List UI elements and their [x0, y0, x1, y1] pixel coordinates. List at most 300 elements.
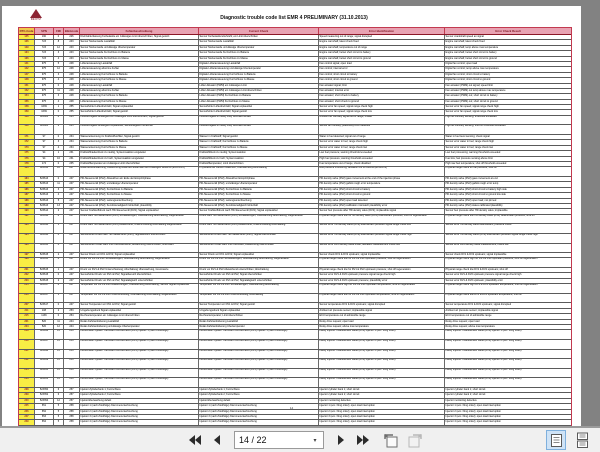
cell-current-check: Sensor Nockenwelle unzulässige Übertemperatur: [199, 46, 319, 50]
cell-fmi: 3: [54, 188, 64, 192]
cell-blinkcode: 247: [64, 294, 80, 303]
cell-error-check-result: Physical range check low HD density valve (DV2) downstream pressure; shut off: [445, 214, 535, 217]
cell-description-de: Kraftstofftemperatur ein zulässiges Limit überschritten: [80, 162, 199, 166]
cell-description-de: Sensorfehler Druck nach HD-Steuerventil (DV2); Signalbereich überschritten: [80, 234, 199, 243]
table-row: [19, 359, 571, 369]
cell-current-check: Kraftstoffdruck zu niedrig; Systemreaktion: [199, 151, 319, 155]
cell-current-check: Injektor 4 (nach Zündfolge) Klemmenunterbrechung: [199, 420, 319, 424]
cell-description-de: Lüfteransteuerung Kurzschluss zu Masse: [80, 100, 199, 104]
cell-description-de: Sensor Temperatur vor DV1 & DV2; Signal gestört: [80, 303, 199, 307]
cell-dtc-code: 141: [19, 62, 35, 66]
cell-error-identification: Sensor error HD density valve (DV2) downstream pressure signal range check low: [319, 224, 445, 233]
cell-dtc-code: 147: [19, 73, 35, 77]
cell-spn: 523613: [35, 188, 54, 192]
cell-current-check: Sensor Nockenwelle Kurzschluss zu Batterie: [199, 51, 319, 55]
cell-dtc-code: 158: [19, 105, 35, 109]
cell-error-check-result: Water in fuel level sensing; check signal: [445, 135, 490, 139]
table-row: [19, 167, 571, 177]
cell-current-check: Sensorfehler Druck nach HD-Steuerventil (DV2); Signal überschritten: [199, 234, 319, 243]
cell-description-de: Injektorüberwachung defekt: [80, 399, 199, 403]
cell-dtc-code: 232: [19, 359, 35, 368]
cell-blinkcode: 231: [64, 151, 80, 155]
cell-blinkcode: 256: [64, 369, 80, 378]
cell-fmi: 0: [54, 177, 64, 181]
cell-fmi: 5: [54, 199, 64, 203]
cell-current-check: Kraftstoffdruck zu hoch; Systemreaktion: [199, 157, 319, 161]
cell-dtc-code: 189: [19, 204, 35, 208]
cell-error-check-result: Faulty injector: characteristic value (DV4) injector 4 (acc. firing order): [445, 359, 522, 362]
cell-error-identification: Sensor error DV1 & DV2 upstream pressure signal range check high: [319, 273, 445, 277]
cell-spn: 975: [35, 78, 54, 82]
cell-blinkcode: 253: [64, 309, 80, 313]
cell-fmi: 2: [54, 309, 64, 313]
cell-fmi: 3: [54, 51, 64, 55]
cell-blinkcode: 247: [64, 204, 80, 208]
pager-toolbar: [0, 428, 600, 452]
cell-error-identification: Sensor fuel pressure after HD density valve (DV2); implausible signal: [319, 209, 445, 213]
cell-blinkcode: 247: [64, 279, 80, 283]
cell-error-check-result: Physical range check for rail pressure; shut off: [445, 167, 497, 170]
cell-spn: 523615: [35, 273, 54, 277]
cell-error-identification: Engine camshaft; latest check fixed: [319, 40, 445, 44]
cell-error-identification: Physical range check low for DV1 & DV2 upstream temperature; shut off regeneration: [319, 294, 445, 303]
cell-blinkcode: 265: [64, 125, 80, 134]
cell-fmi: 13: [54, 204, 64, 208]
cell-description-de: Raildrucküberwachung; Abweichung Raildruck außerhalb des zulässigen Bereichs (ECU/DV2): [80, 167, 199, 176]
cell-error-identification: Sensor air humidity; plausibility error detected: [319, 125, 445, 134]
cell-spn: 523354: [35, 399, 54, 403]
cell-error-identification: Engine camshaft; temperature out of range: [319, 46, 445, 50]
cell-error-check-result: Engine camshaft; latest check fixed: [445, 40, 485, 44]
cell-dtc-code: 190: [19, 209, 35, 213]
cell-fmi: 5: [54, 410, 64, 414]
cell-blinkcode: 247: [64, 253, 80, 257]
cell-blinkcode: 226: [64, 35, 80, 39]
cell-spn: 1639: [35, 105, 54, 109]
cell-description-de: HD-Steuerventil (DV2); unzulässige Übertemperatur: [80, 182, 199, 186]
cell-description-de: Temperatur vor DV1 & DV2 Abweichungen; Überwachung Abschaltung, Sensor Signal unplausibel: [80, 284, 199, 293]
cell-spn: 523352: [35, 393, 54, 397]
cell-spn: 523948: [35, 350, 54, 359]
cell-current-check: HD-Steuerventil (DV2); unzulässige Übertemperatur: [199, 182, 319, 186]
cell-spn: 523949: [35, 359, 54, 368]
cell-dtc-code: 240: [19, 399, 35, 403]
cell-current-check: Sensor Nockenwelle Lastabfall: [199, 40, 319, 44]
cell-error-check-result: Injector 1 (acc. firing order); open load interruption: [445, 404, 501, 408]
cell-current-check: Injektor 1 (nach Zündfolge) Klemmenunterbrechung: [199, 404, 319, 408]
cell-spn: 1136: [35, 314, 54, 318]
cell-description-de: Injektor 1 (nach Zündfolge) Klemmenunterbrechung: [80, 404, 199, 408]
cell-dtc-code: 151: [19, 84, 35, 88]
cell-spn: 523350: [35, 388, 54, 392]
cell-current-check: Temperatur vor DV1 & DV2 Schwankungen; Überwachung Abschaltung: [199, 284, 319, 293]
cell-current-check: HD-Steuerventil (DV2); Kennlinienabgleich fehlerhaft: [199, 204, 319, 208]
cell-error-identification: Sensor error fan speed; signal range check low: [319, 110, 445, 114]
cell-dtc-code: 236: [19, 378, 35, 387]
cell-error-identification: Relay drive request; open load: [319, 320, 445, 324]
cell-description-de: Injektor 3 (nach Zündfolge) Klemmenunterbrechung: [80, 415, 199, 419]
cell-current-check: Fehlerhafter Injektor: Kennwert unzureichend (DV4) Injektor 3 (nach Zündfolge): [199, 350, 319, 359]
cell-spn: 723: [35, 46, 54, 50]
cell-dtc-code: 201: [19, 268, 35, 272]
cell-description-de: Wassererkennung Kurzschluss zu Batterie: [80, 140, 199, 144]
cell-dtc-code: 202: [19, 273, 35, 277]
cell-error-identification: Physical range check high for DV1 & DV2 upstream temperature; shut off regeneration: [319, 284, 445, 293]
cell-description-de: HD-Steuerventil (DV2); Kurzschluss zu Masse: [80, 193, 199, 197]
document-page: [2, 6, 581, 426]
cell-spn: 523614: [35, 209, 54, 213]
cell-error-identification: Physical range check low for DV1 & DV2 upstream pressure; shut off regeneration: [319, 258, 445, 267]
cell-current-check: Relais Fahrtanforderung Lastabfall: [199, 320, 319, 324]
cell-spn: 94: [35, 151, 54, 155]
cell-fmi: 11: [54, 320, 64, 324]
cell-error-identification: Sensor check DV1 & DV2 upstream; signal implausible: [319, 253, 445, 257]
previous-page-icon: [212, 434, 222, 446]
cell-spn: 653: [35, 415, 54, 419]
cell-dtc-code: 142: [19, 67, 35, 71]
continuous-view-button[interactable]: [572, 430, 592, 450]
cell-fmi: 8: [54, 258, 64, 267]
column-header: FMI: [54, 28, 64, 34]
cell-dtc-code: 169: [19, 125, 35, 134]
cell-current-check: Sensorfehler Lüfterdrehzahl; Signal gestört: [199, 110, 319, 114]
cell-blinkcode: 243: [64, 57, 80, 61]
cell-current-check: Injektor Zylinderbank 1; Kurzschluss: [199, 388, 319, 392]
cell-error-identification: Injector 4 (acc. firing order); open load interruption: [319, 420, 445, 424]
cell-blinkcode: 247: [64, 268, 80, 272]
cell-error-identification: Fan actuator; short check to battery: [319, 94, 445, 98]
cell-current-check: Druck nach HD-Steuerventil (DV2) Abweichend; Unterschreitung Abschaltung: [199, 224, 319, 233]
cell-error-check-result: Engine camshaft; temp above max temperature: [445, 45, 499, 49]
cell-spn: 523613: [35, 204, 54, 208]
cell-error-identification: Sensor error DV2 density valve offset; deviation measurement check low: [319, 244, 445, 253]
cell-error-check-result: Sensor error fan speed; signal range check low: [445, 110, 498, 114]
first-page-button[interactable]: [186, 431, 204, 449]
cell-error-check-result: Engine camshaft; below short circuit to ground: [445, 56, 497, 60]
cell-spn: 174: [35, 162, 54, 166]
next-page-button[interactable]: [332, 431, 350, 449]
cell-description-de: Fehlerhafter Injektor: Kennwert unzureichend (DV4) Injektor 2 (nach Zündfolge): [80, 340, 199, 349]
cell-error-identification: Fan control signal; open load: [319, 62, 445, 66]
cell-description-de: Sensor Kraftstoffdruck nach HD-Steuerventil (DV2); Signal unplausibel: [80, 209, 199, 213]
cell-error-identification: Rail pressure monitoring; deviation out of bounds (ECU/DV2): [319, 167, 445, 176]
cell-fmi: 0: [54, 135, 64, 139]
cell-current-check: Fehlerhafter Injektor: Kennwert unzureichend (DV4) Injektor 6 (nach Zündfolge): [199, 378, 319, 387]
cell-spn: 523614: [35, 224, 54, 233]
cell-fmi: 4: [54, 78, 64, 82]
cell-error-identification: Injector monitoring defective: [319, 399, 445, 403]
cell-spn: 723: [35, 57, 54, 61]
cell-error-identification: Ambient air humidity signal out of range, invalid: [319, 116, 445, 125]
cell-fmi: 13: [54, 369, 64, 378]
cell-blinkcode: 244: [64, 325, 80, 329]
next-view-icon: [407, 433, 423, 448]
column-header: DTC-Code: [19, 29, 34, 33]
table-header-row: [19, 28, 571, 35]
cell-error-identification: HD density valve (DV2) gabint rough error temperature: [319, 182, 445, 186]
page-number-footer: 14: [289, 406, 294, 410]
table-row: [19, 340, 571, 350]
cell-dtc-code: 204: [19, 284, 35, 293]
cell-error-check-result: Sensor error DV2 density valve measurement; check low: [445, 243, 509, 246]
single-page-view-button[interactable]: [546, 430, 566, 450]
cell-dtc-code: 228: [19, 330, 35, 339]
cell-blinkcode: 257: [64, 399, 80, 403]
cell-current-check: Injektor 3 (nach Zündfolge) Klemmenunterbrechung: [199, 415, 319, 419]
cell-description-de: Sensor Nockenwelle Kurzschluss zu Masse: [80, 57, 199, 61]
cell-spn: 523605: [35, 125, 54, 134]
cell-current-check: Luftfeuchtigkeit in heavy Duty Kennwert erratic: [199, 125, 319, 134]
cell-spn: 975: [35, 100, 54, 104]
cell-spn: 975: [35, 89, 54, 93]
cell-error-identification: Sensor error water in fuel; range check high: [319, 140, 445, 144]
next-view-button[interactable]: [406, 431, 424, 449]
cell-dtc-code: 207: [19, 303, 35, 307]
cell-description-de: Sensorfehler Druck vor DV1 & DV2; Signalabgleich unterschritten: [80, 279, 199, 283]
cell-spn: 97: [35, 146, 54, 150]
cell-description-de: Drehzahlerfassung Kurbelwelle ein zulässiges Limit überschritten, Signal gestört: [80, 35, 199, 39]
page-number-input[interactable]: [235, 435, 309, 445]
cell-blinkcode: 234: [64, 135, 80, 139]
cell-description-de: HD-Steuerventil (DV2); Leitungsunterbrechung: [80, 199, 199, 203]
cell-blinkcode: 247: [64, 303, 80, 307]
last-page-button[interactable]: [354, 431, 372, 449]
cell-error-check-result: Faulty injector: characteristic value (DV4) injector 3 (acc. firing order): [445, 349, 522, 352]
cell-dtc-code: 184: [19, 177, 35, 181]
cell-current-check: Injektor Zylinderbank 2; Kurzschluss: [199, 393, 319, 397]
cell-fmi: 13: [54, 378, 64, 387]
cell-spn: 523613: [35, 167, 54, 176]
cell-blinkcode: 235: [64, 162, 80, 166]
cell-error-identification: Ambient air pressure sensor; implausible signal: [319, 309, 445, 313]
cell-current-check: HD-Steuerventil (DV2); Leitungsunterbrechung: [199, 199, 319, 203]
cell-current-check: Fehlerhafter Injektor: Kennwert unzureichend (DV4) Injektor 5 (nach Zündfolge): [199, 369, 319, 378]
cell-error-identification: Speed measuring out of range; signal disrupted: [319, 35, 445, 39]
cell-current-check: Sensor Kraftstoffdruck nach HD-Steuerventil (DV2); Signal unplausibel: [199, 209, 319, 213]
cell-description-de: Sensor Nockenwelle unzulässige Übertemperatur: [80, 46, 199, 50]
cell-blinkcode: 247: [64, 224, 80, 233]
previous-view-icon: [383, 433, 399, 448]
table-row: [19, 378, 571, 388]
cell-description-de: Wassererkennung im Kraftstoffvorfilter, Signal gestört: [80, 135, 199, 139]
cell-fmi: 1: [54, 105, 64, 109]
cell-error-identification: Faulty injector: characteristic value (DV4) injector 3 (acc. firing order): [319, 350, 445, 359]
cell-description-de: Kraftstoffniederdruck zu hoch, Systemreaktion eingeleitet: [80, 157, 199, 161]
cell-dtc-code: 148: [19, 78, 35, 82]
cell-current-check: Physikalischer Bereich Raildruck; Überwachung Abschaltung: [199, 167, 319, 176]
cell-current-check: Luftfeuchtigkeit in heavy Duty Kennwert erratic: [199, 116, 319, 125]
column-header: SPN: [35, 28, 54, 34]
cell-fmi: 3: [54, 94, 64, 98]
cell-description-de: Wassererkennung Kurzschluss zu Masse: [80, 146, 199, 150]
cell-blinkcode: 258: [64, 415, 80, 419]
cell-fmi: 12: [54, 399, 64, 403]
cell-error-identification: Fan control; short circuit to battery: [319, 73, 445, 77]
cell-error-check-result: Injector cylinder bank 1; short circuit: [445, 387, 486, 391]
cell-error-identification: High fuel pressure; warning threshold exceeded: [319, 157, 445, 161]
cell-current-check: Lüfter Aktuator (PWM) ein zulässiges Limit: [199, 84, 319, 88]
cell-fmi: 11: [54, 89, 64, 93]
cell-current-check: Fehlerhafter Injektor: Kennwert unzureichend (DV4) Injektor 2 (nach Zündfolge): [199, 340, 319, 349]
cell-description-de: Luftfeuchtigkeit Ansaugluft ein zulässiges Limit überschritten, Signal gestört: [80, 116, 199, 125]
cell-error-identification: Sensor error water in fuel; range check low: [319, 146, 445, 150]
cell-dtc-code: 211: [19, 309, 35, 313]
cell-dtc-code: 173: [19, 146, 35, 150]
cell-blinkcode: 247: [64, 258, 80, 267]
cell-error-check-result: Relay drive request; above max temperature: [445, 325, 495, 328]
cell-dtc-code: 187: [19, 193, 35, 197]
table-row: [19, 284, 571, 294]
cell-dtc-code: 249: [19, 420, 35, 424]
last-page-icon: [356, 434, 370, 446]
previous-view-button[interactable]: [382, 431, 400, 449]
cell-spn: 523951: [35, 378, 54, 387]
cell-current-check: Umgebungsdruck Signal unplausibel: [199, 309, 319, 313]
cell-fmi: 13: [54, 330, 64, 339]
cell-spn: 523614: [35, 215, 54, 224]
cell-current-check: Digitale Lüfteransteuerung Kurzschluss zu Masse: [199, 78, 319, 82]
cell-fmi: 6: [54, 393, 64, 397]
cell-blinkcode: 258: [64, 420, 80, 424]
cell-description-de: Luftfeuchtigkeit Ansaugluft unplausibel, Sensorabgleich fehlerhaft: [80, 125, 199, 134]
cell-error-check-result: Injector monitoring defective: [445, 398, 477, 402]
table-row: [19, 116, 571, 126]
cell-current-check: Lüfter Aktuator (PWM) Kurzschluss zu Masse: [199, 100, 319, 104]
cell-error-check-result: Digital fan control; short circuit to battery: [445, 72, 491, 76]
cell-spn: 523605: [35, 116, 54, 125]
cell-error-identification: Injector 3 (acc. firing order); open load interruption: [319, 415, 445, 419]
cell-error-check-result: Injector 4 (acc. firing order); open load interruption: [445, 420, 501, 424]
cell-error-check-result: Sensor check DV1 & DV2 upstream; signal implausible: [445, 253, 507, 257]
cell-fmi: 8: [54, 215, 64, 224]
cell-spn: 523613: [35, 177, 54, 181]
single-page-view-icon: [550, 433, 563, 448]
cell-fmi: 0: [54, 273, 64, 277]
cell-error-identification: Engine camshaft; below short circuit to ground: [319, 57, 445, 61]
cell-error-identification: Relay drive request; above max temperature: [319, 325, 445, 329]
cell-spn: 975: [35, 73, 54, 77]
cell-error-identification: HD density valve (DV2) open load detected: [319, 199, 445, 203]
cell-current-check: Sensor Temperatur vor DV1 & DV2; Signal gestört: [199, 303, 319, 307]
cell-blinkcode: 247: [64, 273, 80, 277]
cell-spn: 975: [35, 62, 54, 66]
cell-description-de: Sensor Nockenwelle Kurzschluss zu Batterie: [80, 51, 199, 55]
cell-blinkcode: 248: [64, 62, 80, 66]
page-number-combo[interactable]: [234, 431, 324, 449]
cell-error-identification: Sensor error DV1 & DV2 upstream pressure; plausibility error: [319, 279, 445, 283]
cell-error-check-result: Digital fan control; temp above max temperature: [445, 67, 499, 71]
cell-current-check: Injektor 2 (nach Zündfolge) Klemmenunterbrechung: [199, 410, 319, 414]
cell-error-check-result: High raw fuel temperature; shut off threshold exceeded: [445, 162, 507, 165]
cell-error-check-result: Physical range check high DV1 & DV2 upstream temperature; shut off regeneration: [445, 284, 538, 287]
cell-spn: 523615: [35, 268, 54, 272]
cell-spn: 523947: [35, 340, 54, 349]
cell-blinkcode: 255: [64, 110, 80, 114]
cell-error-identification: Faulty injector: characteristic value (DV4) injector 1 (acc. firing order): [319, 330, 445, 339]
cell-error-identification: Sensor error fan speed; signal range check high: [319, 105, 445, 109]
cell-error-check-result: Sensor error DV1 & DV2 upstream pressure signal range check high: [445, 273, 522, 277]
cell-spn: 97: [35, 140, 54, 144]
cell-description-de: Umgebungsdruck Signal unplausibel: [80, 309, 199, 313]
cell-dtc-code: 229: [19, 340, 35, 349]
chevron-down-icon[interactable]: ▾: [313, 437, 317, 444]
cell-spn: 523615: [35, 253, 54, 257]
cell-error-check-result: Faulty injector: characteristic value (DV4) injector 1 (acc. firing order): [445, 330, 522, 333]
first-page-icon: [188, 434, 202, 446]
cell-error-check-result: Digital fan control; open load: [445, 61, 478, 65]
cell-spn: 1639: [35, 110, 54, 114]
cell-current-check: Druck vor DV1 & DV2 Schwankungen; Überwachung Abschaltung, Regeneration: [199, 258, 319, 267]
cell-error-identification: Faulty injector: characteristic value (DV4) injector 4 (acc. firing order): [319, 359, 445, 368]
cell-dtc-code: 154: [19, 94, 35, 98]
cell-error-identification: HD density valve (DV2) short circuit to battery: [319, 188, 445, 192]
table-row: [19, 244, 571, 254]
cell-error-identification: Fan actuator; internal error: [319, 89, 445, 93]
cell-current-check: Kraftstofftemperatur; Limit überschritten: [199, 162, 319, 166]
cell-fmi: 5: [54, 420, 64, 424]
cell-current-check: Digitale Lüfteransteuerung Kurzschluss zu Batterie: [199, 73, 319, 77]
cell-description-de: Rechnertemperatur ein zulässiges Limit überschritten: [80, 314, 199, 318]
cell-error-check-result: Low fuel processing; warning threshold exceeded: [445, 151, 501, 155]
cell-blinkcode: 243: [64, 51, 80, 55]
cell-fmi: 16: [54, 157, 64, 161]
next-page-icon: [336, 434, 346, 446]
cell-spn: 523615: [35, 258, 54, 267]
view-history-group: [382, 431, 424, 449]
cell-error-check-result: Injector 2 (acc. firing order); open load interruption: [445, 409, 501, 413]
cell-fmi: 4: [54, 100, 64, 104]
cell-fmi: 13: [54, 359, 64, 368]
cell-dtc-code: 129: [19, 46, 35, 50]
cell-spn: 523617: [35, 294, 54, 303]
cell-fmi: 0: [54, 314, 64, 318]
cell-spn: 523613: [35, 199, 54, 203]
cell-description-de: Injektor Zylinderbank 2; Kurzschluss: [80, 393, 199, 397]
cell-dtc-code: 198: [19, 258, 35, 267]
cell-fmi: 0: [54, 84, 64, 88]
cell-blinkcode: 247: [64, 209, 80, 213]
cell-error-check-result: HD density valve (DV2) gave movement at end: [445, 176, 498, 180]
cell-blinkcode: 243: [64, 40, 80, 44]
cell-error-check-result: Faulty injector: characteristic value (DV4) injector 5 (acc. firing order): [445, 368, 522, 371]
cell-current-check: Relais Fahrtanforderung Übertemperatur: [199, 325, 319, 329]
cell-description-de: Relais Fahrtanforderung Lastabfall: [80, 320, 199, 324]
column-header: Error Identification: [319, 28, 445, 34]
cell-error-identification: Fan actuator; short check to ground: [319, 100, 445, 104]
cell-error-check-result: Engine camshaft; below short circuit to battery: [445, 51, 497, 55]
cell-dtc-code: 126: [19, 40, 35, 44]
cell-description-de: HD-Steuerventil (DV2); Abweichen am Ende der Einspritzphase: [80, 177, 199, 181]
cell-current-check: Wasser in Kraftstoff; Kurzschluss zu Masse: [199, 146, 319, 150]
cell-spn: 523614: [35, 234, 54, 243]
cell-fmi: 13: [54, 340, 64, 349]
cell-current-check: Sensorfehler Lüfterdrehzahl; Signal unplausibel: [199, 105, 319, 109]
cell-error-identification: ECU temperature out of admissible range: [319, 314, 445, 318]
cell-spn: 523617: [35, 284, 54, 293]
cell-error-check-result: Sensor temperature DV1 & DV2 upstream; signal disrupted: [445, 303, 512, 307]
cell-description-de: Fehlerhafter Injektor: Kennwert unzureichend (DV4) Injektor 1 (nach Zündfolge): [80, 330, 199, 339]
previous-page-button[interactable]: [208, 431, 226, 449]
cell-dtc-code: 183: [19, 167, 35, 176]
cell-blinkcode: 247: [64, 182, 80, 186]
cell-blinkcode: 256: [64, 350, 80, 359]
table-row: [19, 234, 571, 244]
cell-description-de: Sensor Druck vor DV1 & DV2; Signal unplausibel: [80, 253, 199, 257]
cell-spn: 975: [35, 67, 54, 71]
column-header: Blinkcode: [64, 29, 79, 33]
cell-current-check: Fehlerhafter Injektor: Kennwert unzureichend (DV4) Injektor 1 (nach Zündfolge): [199, 330, 319, 339]
cell-spn: 523615: [35, 244, 54, 253]
